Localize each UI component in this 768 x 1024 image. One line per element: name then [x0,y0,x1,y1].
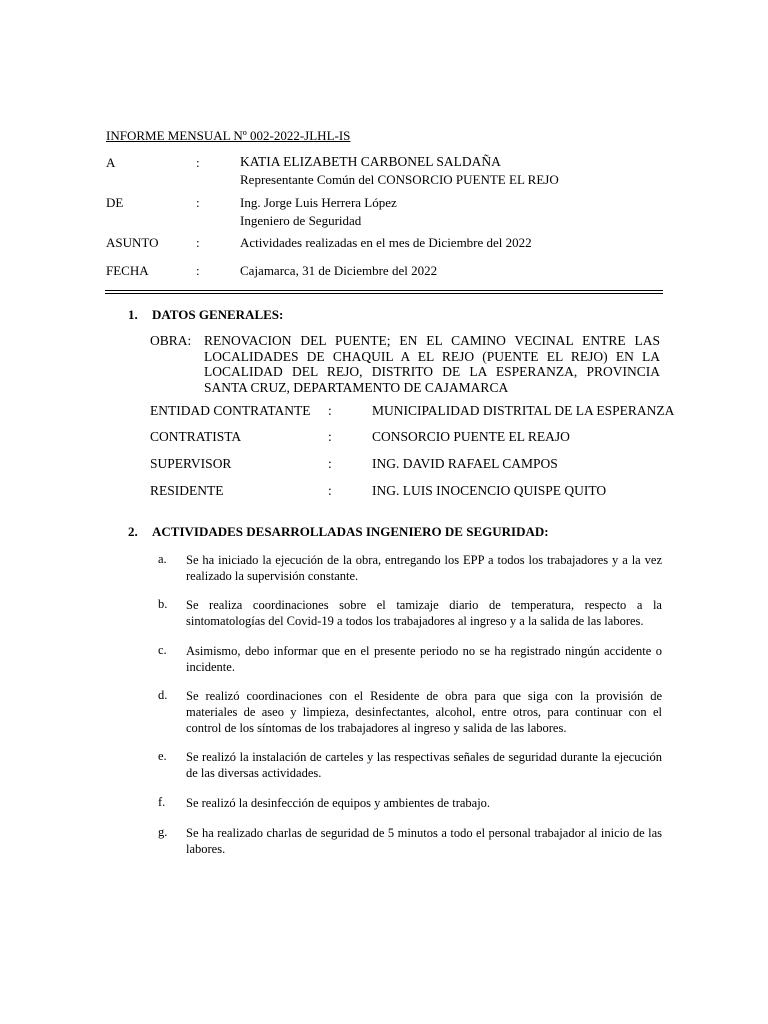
header-fecha-label: FECHA [106,263,149,278]
header-asunto-value: Actividades realizadas en el mes de Diciembre del 2022 [240,235,532,250]
obra-description: RENOVACION DEL PUENTE; EN EL CAMINO VECINAL ENTRE LAS LOCALIDADES DE CHAQUIL A EL REJO (PUENTE EL REJO) EN LA LOCALIDAD DEL REJO, DISTRITO DE LA ESPERANZA, PROVINCIA SANTA CRUZ, DEPARTAMENTO DE CAJAMARCA [204,333,660,395]
activity-c-text: Asimismo, debo informar que en el presente periodo no se ha registrado ningún accidente o incidente. [186,644,662,674]
activity-a-text: Se ha iniciado la ejecución de la obra, entregando los EPP a todos los trabajadores y a la vez realizado la supervisión constante. [186,553,662,583]
divider-line-bottom [105,293,663,294]
contratista-value: CONSORCIO PUENTE EL REAJO [372,429,570,444]
activity-d-letter: d. [158,688,168,702]
activity-g-letter: g. [158,825,168,839]
entidad-colon: : [328,403,332,418]
header-de-colon: : [196,195,200,210]
header-de-name: Ing. Jorge Luis Herrera López [240,195,397,210]
activity-d-text: Se realizó coordinaciones con el Residente de obra para que siga con la provisión de materiales de aseo y limpieza, desinfectantes, alcohol, entre otros, para continuar con el control de los síntomas de los trabajadores al ingreso y salida de las labores. [186,689,662,735]
divider-line-top [105,290,663,291]
header-asunto-colon: : [196,235,200,250]
activity-e-letter: e. [158,749,167,763]
activity-f-letter: f. [158,795,166,809]
activity-b-letter: b. [158,597,168,611]
header-a-colon: : [196,155,200,170]
section2-number: 2. [128,524,138,539]
section1-number: 1. [128,307,138,322]
supervisor-value: ING. DAVID RAFAEL CAMPOS [372,456,558,471]
header-fecha-colon: : [196,263,200,278]
residente-colon: : [328,483,332,498]
contratista-label: CONTRATISTA [150,429,242,444]
header-a-label: A [106,155,116,170]
report-title: INFORME MENSUAL Nº 002-2022-JLHL-IS [106,128,351,143]
header-de-role: Ingeniero de Seguridad [240,213,362,228]
header-fecha-value: Cajamarca, 31 de Diciembre del 2022 [240,263,438,278]
activity-f-text: Se realizó la desinfección de equipos y ambientes de trabajo. [186,796,491,810]
supervisor-colon: : [328,456,332,471]
activity-g-text: Se ha realizado charlas de seguridad de 5 minutos a todo el personal trabajador al inicio de las labores. [186,826,662,856]
section2-title: ACTIVIDADES DESARROLLADAS INGENIERO DE SEGURIDAD: [152,524,549,539]
supervisor-label: SUPERVISOR [150,456,232,471]
activity-b-text: Se realiza coordinaciones sobre el tamizaje diario de temperatura, respecto a la sintomatologías del Covid-19 a todos los trabajadores al ingreso y a la salida de las labores. [186,598,662,628]
entidad-label: ENTIDAD CONTRATANTE [150,403,311,418]
activity-c-letter: c. [158,643,167,657]
residente-label: RESIDENTE [150,483,224,498]
header-asunto-label: ASUNTO [106,235,159,250]
activity-e-text: Se realizó la instalación de carteles y las respectivas señales de seguridad durante la ejecución de las diversas actividades. [186,750,662,780]
obra-label: OBRA: [150,333,192,348]
entidad-value: MUNICIPALIDAD DISTRITAL DE LA ESPERANZA [372,403,675,418]
residente-value: ING. LUIS INOCENCIO QUISPE QUITO [372,483,607,498]
header-a-name: KATIA ELIZABETH CARBONEL SALDAÑA [240,154,501,169]
header-de-label: DE [106,195,124,210]
header-a-role: Representante Común del CONSORCIO PUENTE EL REJO [240,172,559,187]
contratista-colon: : [328,429,332,444]
section1-title: DATOS GENERALES: [152,307,284,322]
activity-a-letter: a. [158,552,167,566]
